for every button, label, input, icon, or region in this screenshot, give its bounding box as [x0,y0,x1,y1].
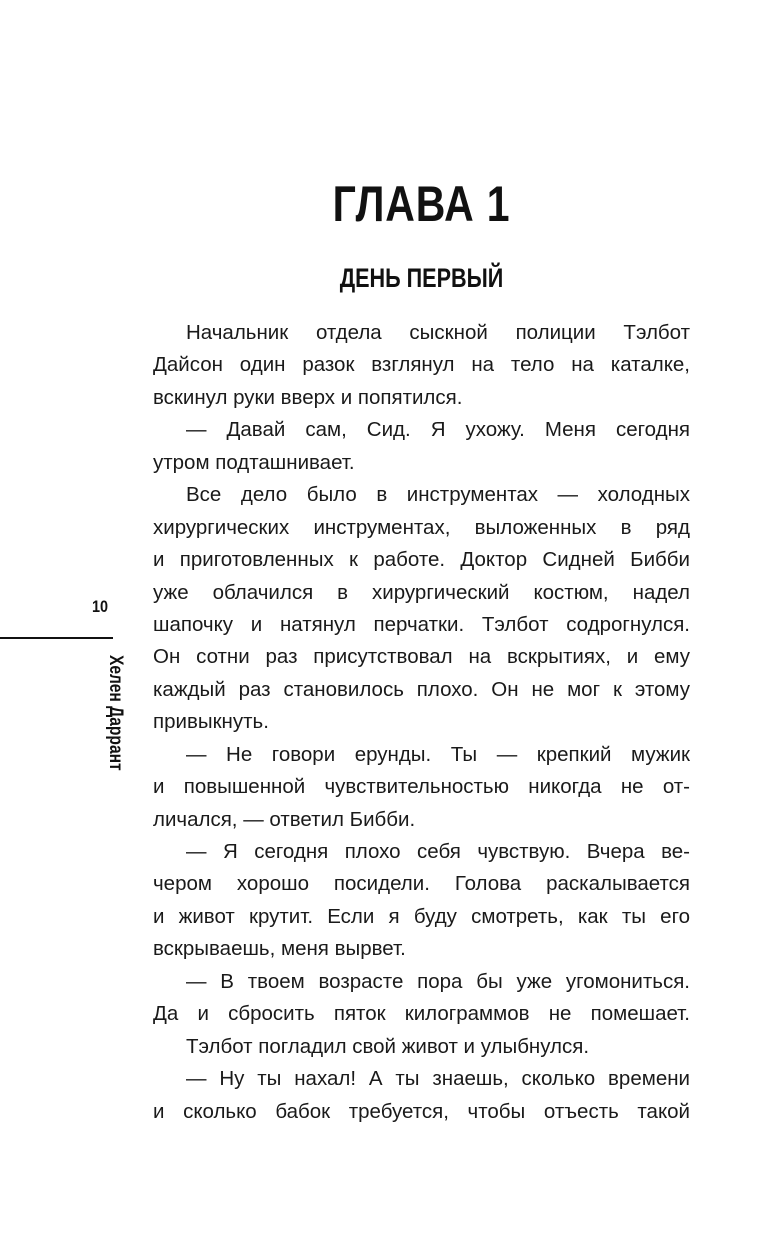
text-line: уже облачился в хирургический костюм, надел [153,580,690,604]
body-text [153,317,690,1128]
text-line: личался, — ответил Бибби. [153,807,416,831]
text-line: и приготовленных к работе. Доктор Сидней Бибби [153,548,690,572]
page-number: 10 [92,597,109,616]
text-line: Он сотни раз присутствовал на вскрытиях, и ему [153,645,690,669]
chapter-subtitle: ДЕНЬ ПЕРВЫЙ [339,263,504,293]
text-line: хирургических инструментах, выложенных в ряд [153,515,690,539]
text-line: и живот крутит. Если я буду смотреть, как ты его [153,904,690,928]
text-line: Начальник отдела сыскной полиции Тэлбот [186,321,690,344]
text-line: вскрываешь, меня вырвет. [153,937,406,961]
text-line: вскинул руки вверх и попятился. [153,385,463,409]
text-line: Все дело было в инструментах — холодных [186,483,690,507]
text-line: Да и сбросить пяток килограммов не помешает. [153,1002,690,1026]
text-line: и сколько бабок требуется, чтобы отъесть такой [153,1099,690,1123]
text-line: Тэлбот погладил свой живот и улыбнулся. [186,1034,590,1058]
text-line: чером хорошо посидели. Голова раскалывается [153,872,690,896]
text-line: — Я сегодня плохо себя чувствую. Вчера ве- [186,840,690,863]
text-line: Дайсон один разок взглянул на тело на каталке, [153,353,690,377]
author-name: Хелен Даррант [105,655,126,771]
text-line: и повышенной чувствительностью никогда не от- [153,775,690,799]
text-line: каждый раз становилось плохо. Он не мог к этому [153,677,690,701]
chapter-title: ГЛАВА 1 [332,176,511,232]
text-line: утром подташнивает. [153,450,355,474]
text-line: привыкнуть. [153,710,269,734]
text-line: — Давай сам, Сид. Я ухожу. Меня сегодня [186,418,690,442]
text-line: — Ну ты нахал! А ты знаешь, сколько времени [186,1067,690,1091]
text-line: — Не говори ерунды. Ты — крепкий мужик [186,742,690,766]
side-divider [0,637,113,639]
text-line: шапочку и натянул перчатки. Тэлбот содрогнулся. [153,612,690,636]
running-header-author [104,655,126,795]
text-line: — В твоем возрасте пора бы уже угомониться. [186,969,690,993]
